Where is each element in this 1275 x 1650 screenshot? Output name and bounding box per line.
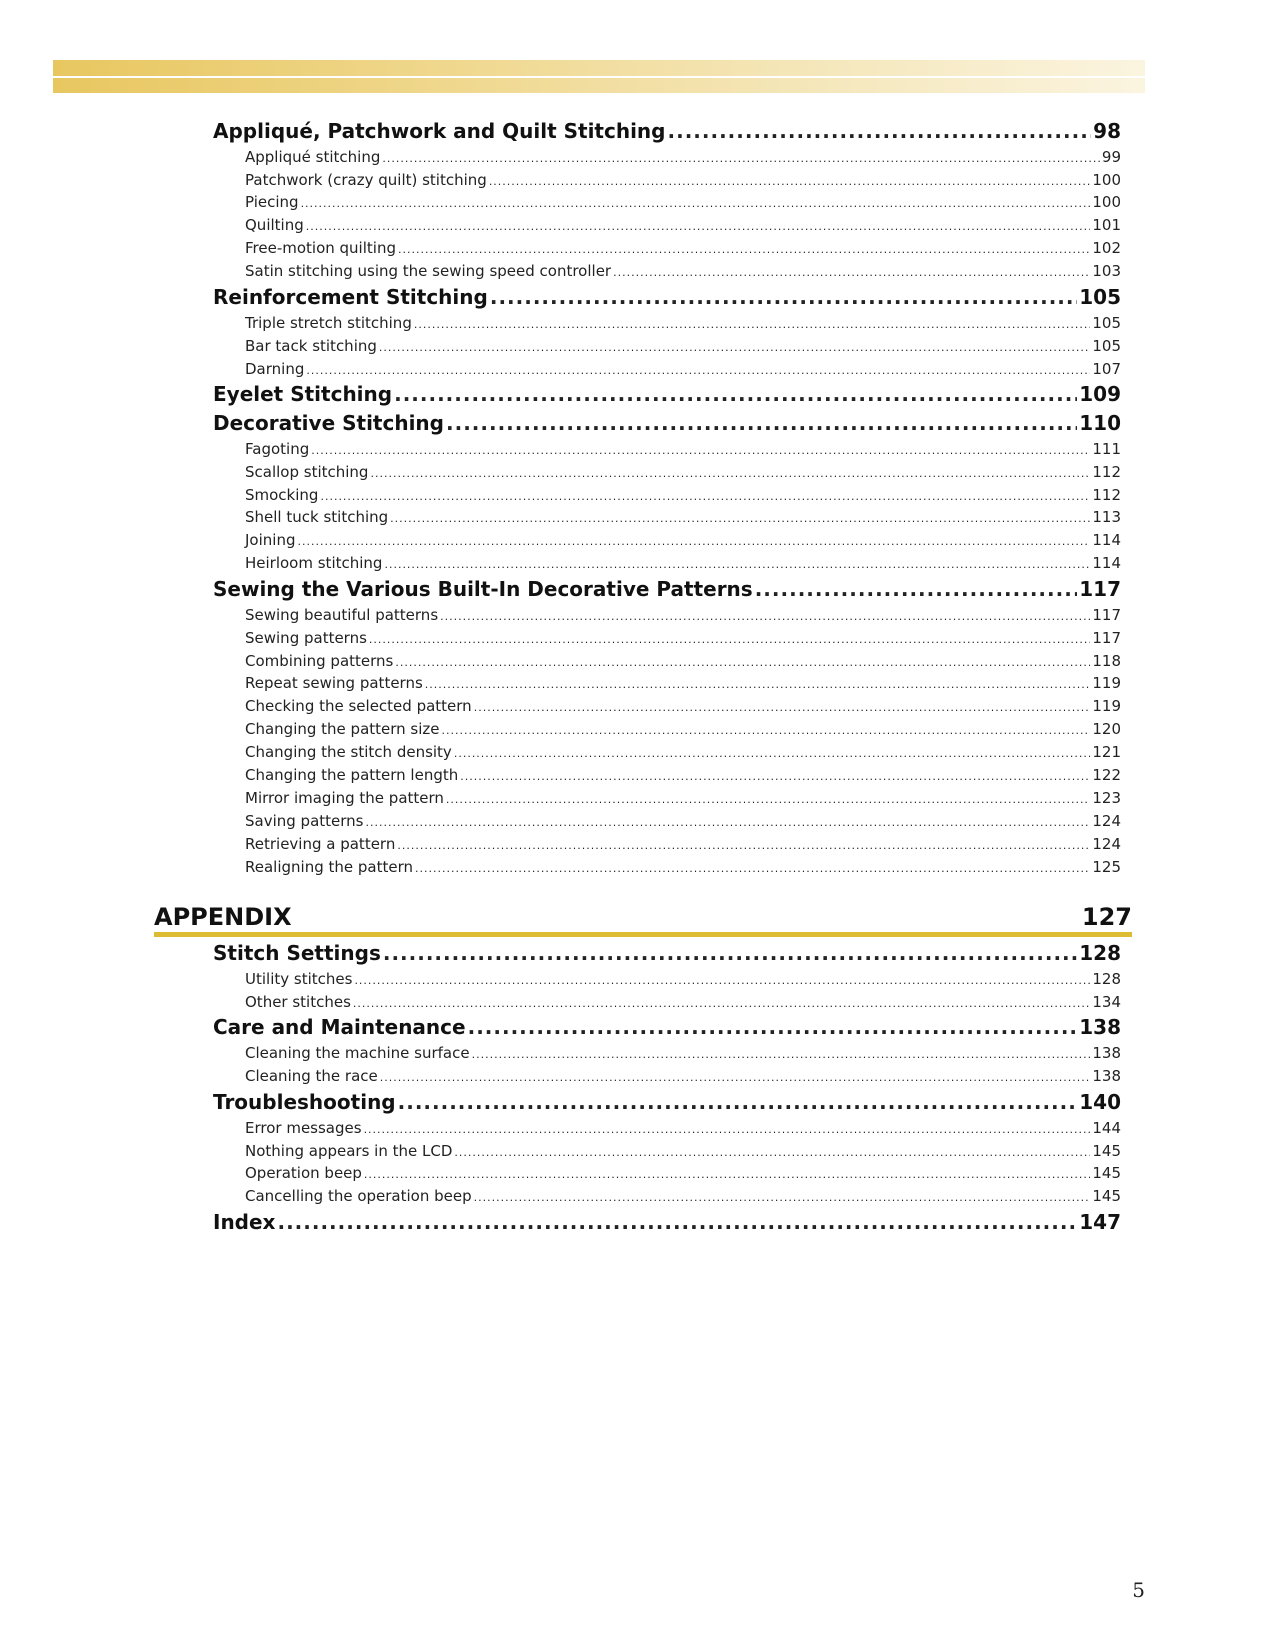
toc-entry-title: Repeat sewing patterns: [245, 674, 423, 693]
toc-entry-title: Sewing beautiful patterns: [245, 605, 439, 624]
toc-section[interactable]: [213, 1013, 1121, 1042]
toc-entry-title: Saving patterns: [245, 811, 364, 830]
toc-entry-page: 145: [1092, 1164, 1121, 1183]
toc-list-appendix: [213, 939, 1121, 1237]
toc-entry-page: 123: [1092, 788, 1121, 807]
toc-entry-page: 138: [1092, 1044, 1121, 1063]
toc-section[interactable]: [213, 939, 1121, 968]
dot-leader: [364, 1119, 1091, 1142]
toc-entry[interactable]: [213, 358, 1121, 381]
toc-entry[interactable]: [213, 506, 1121, 529]
dot-leader: [384, 554, 1090, 577]
toc-entry-page: 119: [1092, 674, 1121, 693]
toc-entry[interactable]: [213, 552, 1121, 575]
dot-leader: [320, 486, 1090, 509]
toc-entry[interactable]: [213, 833, 1121, 856]
toc-entry-title: Joining: [245, 531, 296, 550]
toc-entry-title: Smocking: [245, 485, 319, 504]
toc-entry-title: Cleaning the machine surface: [245, 1044, 470, 1063]
toc-entry-title: Changing the stitch density: [245, 743, 452, 762]
dot-leader: [397, 835, 1090, 858]
appendix-page: 127: [1081, 903, 1132, 931]
toc-entry-page: 114: [1092, 531, 1121, 550]
dot-leader: [398, 1088, 1078, 1117]
toc-entry-title: Darning: [245, 359, 305, 378]
toc-section[interactable]: [213, 575, 1121, 604]
dot-leader: [311, 440, 1090, 463]
dot-leader: [379, 337, 1090, 360]
toc-section-page: 147: [1079, 1210, 1121, 1235]
toc-entry-page: 118: [1092, 651, 1121, 670]
dot-leader: [755, 575, 1078, 604]
toc-entry-page: 105: [1092, 313, 1121, 332]
dot-leader: [668, 117, 1092, 146]
dot-leader: [490, 283, 1077, 312]
dot-leader: [364, 1164, 1090, 1187]
toc-entry[interactable]: [213, 991, 1121, 1014]
toc-entry[interactable]: [213, 169, 1121, 192]
toc-section[interactable]: [213, 1088, 1121, 1117]
toc-entry-title: Operation beep: [245, 1164, 362, 1183]
toc-entry-page: 100: [1092, 170, 1121, 189]
toc-entry[interactable]: [213, 1162, 1121, 1185]
toc-entry-page: 100: [1092, 193, 1121, 212]
toc-entry-page: 103: [1092, 262, 1121, 281]
header-band: [53, 60, 1145, 93]
toc-entry[interactable]: [213, 650, 1121, 673]
toc-entry-title: Cleaning the race: [245, 1067, 378, 1086]
toc-entry-page: 121: [1092, 743, 1121, 762]
toc-entry-page: 144: [1092, 1118, 1121, 1137]
page-number: 5: [1132, 1578, 1145, 1602]
toc-entry-page: 145: [1092, 1141, 1121, 1160]
toc-entry[interactable]: [213, 146, 1121, 169]
toc-section-title: Stitch Settings: [213, 941, 381, 965]
toc-entry[interactable]: [213, 1065, 1121, 1088]
toc-entry-title: Bar tack stitching: [245, 336, 377, 355]
toc-entry-title: Changing the pattern size: [245, 720, 440, 739]
toc-entry-page: 114: [1092, 554, 1121, 573]
toc-entry-title: Quilting: [245, 216, 304, 235]
toc-entry[interactable]: [213, 214, 1121, 237]
toc-entry-page: 112: [1092, 485, 1121, 504]
toc-entry-title: Nothing appears in the LCD: [245, 1141, 453, 1160]
toc-entry-page: 99: [1101, 147, 1121, 166]
toc-entry-title: Satin stitching using the sewing speed controller: [245, 262, 612, 281]
toc-entry[interactable]: [213, 438, 1121, 461]
toc-section-page: 138: [1079, 1015, 1121, 1040]
dot-leader: [454, 1142, 1090, 1165]
dot-leader: [390, 508, 1090, 531]
toc-entry[interactable]: [213, 484, 1121, 507]
toc-section-title: Decorative Stitching: [213, 411, 444, 436]
toc-entry-page: 107: [1092, 359, 1121, 378]
toc-entry[interactable]: [213, 856, 1121, 879]
toc-entry-page: 102: [1092, 239, 1121, 258]
toc-section[interactable]: [213, 283, 1121, 312]
toc-entry-title: Error messages: [245, 1118, 362, 1137]
dot-leader: [446, 789, 1090, 812]
toc-section-page: 109: [1079, 382, 1121, 407]
toc-entry-page: 101: [1092, 216, 1121, 235]
toc-entry-title: Scallop stitching: [245, 462, 369, 481]
toc-entry-title: Retrieving a pattern: [245, 834, 396, 853]
toc-entry-title: Appliqué stitching: [245, 147, 381, 166]
toc-entry[interactable]: [213, 1117, 1121, 1140]
toc-section[interactable]: [213, 380, 1121, 409]
toc-entry-title: Shell tuck stitching: [245, 508, 389, 527]
toc-entry-title: Realigning the pattern: [245, 857, 413, 876]
toc-section-title: Eyelet Stitching: [213, 382, 393, 407]
toc-entry-title: Changing the pattern length: [245, 766, 459, 785]
dot-leader: [370, 463, 1090, 486]
toc-entry[interactable]: [213, 787, 1121, 810]
toc-entry-page: 134: [1092, 992, 1121, 1011]
dot-leader: [468, 1013, 1078, 1042]
toc-entry-title: Sewing patterns: [245, 628, 367, 647]
toc-entry[interactable]: [213, 1140, 1121, 1163]
dot-leader: [297, 531, 1090, 554]
toc-entry-title: Heirloom stitching: [245, 554, 383, 573]
toc-entry[interactable]: [213, 312, 1121, 335]
dot-leader: [365, 812, 1090, 835]
toc-entry[interactable]: [213, 1042, 1121, 1065]
toc-entry-page: 105: [1092, 336, 1121, 355]
dot-leader: [354, 970, 1090, 993]
dot-leader: [382, 148, 1100, 171]
dot-leader: [306, 216, 1091, 239]
toc-entry-title: Other stitches: [245, 992, 351, 1011]
toc-entry[interactable]: [213, 627, 1121, 650]
toc-entry[interactable]: [213, 672, 1121, 695]
dot-leader: [414, 314, 1091, 337]
dot-leader: [277, 1208, 1077, 1237]
dot-leader: [454, 743, 1091, 766]
toc-entry[interactable]: [213, 718, 1121, 741]
dot-leader: [383, 939, 1077, 968]
toc-entry-page: 128: [1092, 969, 1121, 988]
toc-section[interactable]: [213, 409, 1121, 438]
toc-section[interactable]: [213, 1208, 1121, 1237]
toc-entry[interactable]: [213, 695, 1121, 718]
toc-entry[interactable]: [213, 968, 1121, 991]
toc-entry[interactable]: [213, 529, 1121, 552]
toc-entry-title: Checking the selected pattern: [245, 697, 472, 716]
toc-section-title: Care and Maintenance: [213, 1015, 466, 1040]
toc-entry-page: 124: [1092, 811, 1121, 830]
toc-entry[interactable]: [213, 810, 1121, 833]
dot-leader: [440, 606, 1090, 629]
toc-entry-page: 117: [1092, 605, 1121, 624]
toc-section-title: Sewing the Various Built-In Decorative Patterns: [213, 577, 753, 602]
dot-leader: [395, 652, 1090, 675]
toc-entry-page: 119: [1092, 697, 1121, 716]
dot-leader: [442, 720, 1091, 743]
toc-section-page: 110: [1079, 411, 1121, 436]
toc-entry-title: Free-motion quilting: [245, 239, 396, 258]
toc-section-title: Troubleshooting: [213, 1089, 396, 1114]
toc-entry[interactable]: [213, 461, 1121, 484]
toc-list-main: [213, 117, 1121, 878]
dot-leader: [306, 360, 1090, 383]
dot-leader: [489, 171, 1091, 194]
dot-leader: [369, 629, 1090, 652]
dot-leader: [472, 1044, 1091, 1067]
toc-entry-title: Cancelling the operation beep: [245, 1187, 472, 1206]
toc-section-title: Index: [213, 1210, 276, 1235]
toc-entry-title: Mirror imaging the pattern: [245, 788, 444, 807]
toc-entry-page: 138: [1092, 1067, 1121, 1086]
toc-entry-page: 124: [1092, 834, 1121, 853]
toc-section-page: 140: [1079, 1089, 1121, 1114]
dot-leader: [398, 239, 1090, 262]
toc-section-title: Appliqué, Patchwork and Quilt Stitching: [213, 119, 666, 143]
dot-leader: [446, 409, 1077, 438]
toc-entry-title: Triple stretch stitching: [245, 313, 412, 332]
toc-entry[interactable]: [213, 260, 1121, 283]
toc-entry[interactable]: [213, 335, 1121, 358]
toc-entry-title: Piecing: [245, 193, 299, 212]
toc-entry[interactable]: [213, 741, 1121, 764]
toc-entry-title: Fagoting: [245, 439, 310, 458]
dot-leader: [474, 1187, 1091, 1210]
toc-entry[interactable]: [213, 604, 1121, 627]
toc-entry-page: 111: [1092, 439, 1121, 458]
dot-leader: [474, 697, 1091, 720]
toc-section-page: 128: [1079, 941, 1121, 965]
dot-leader: [301, 193, 1091, 216]
toc-entry-page: 112: [1092, 462, 1121, 481]
toc-entry-page: 145: [1092, 1187, 1121, 1206]
appendix-title: APPENDIX: [154, 903, 292, 931]
toc-entry-page: 113: [1092, 508, 1121, 527]
dot-leader: [613, 262, 1090, 285]
toc-section[interactable]: [213, 117, 1121, 146]
toc-entry[interactable]: [213, 1185, 1121, 1208]
dot-leader: [415, 858, 1090, 881]
toc-entry[interactable]: [213, 764, 1121, 787]
toc-entry[interactable]: [213, 237, 1121, 260]
toc-entry-title: Combining patterns: [245, 651, 394, 670]
toc-entry-page: 120: [1092, 720, 1121, 739]
dot-leader: [460, 766, 1090, 789]
toc-section-page: 117: [1079, 577, 1121, 602]
toc-entry-page: 122: [1092, 766, 1121, 785]
dot-leader: [353, 993, 1090, 1016]
toc-section-page: 105: [1079, 285, 1121, 310]
toc-section-page: 98: [1093, 119, 1121, 143]
dot-leader: [380, 1067, 1091, 1090]
dot-leader: [394, 380, 1077, 409]
toc-entry-page: 125: [1092, 857, 1121, 876]
toc-entry-page: 117: [1092, 628, 1121, 647]
appendix-rule: [154, 932, 1132, 937]
toc-entry[interactable]: [213, 191, 1121, 214]
toc-section-title: Reinforcement Stitching: [213, 285, 488, 310]
dot-leader: [425, 674, 1091, 697]
toc-entry-title: Patchwork (crazy quilt) stitching: [245, 170, 487, 189]
toc-entry-title: Utility stitches: [245, 969, 353, 988]
